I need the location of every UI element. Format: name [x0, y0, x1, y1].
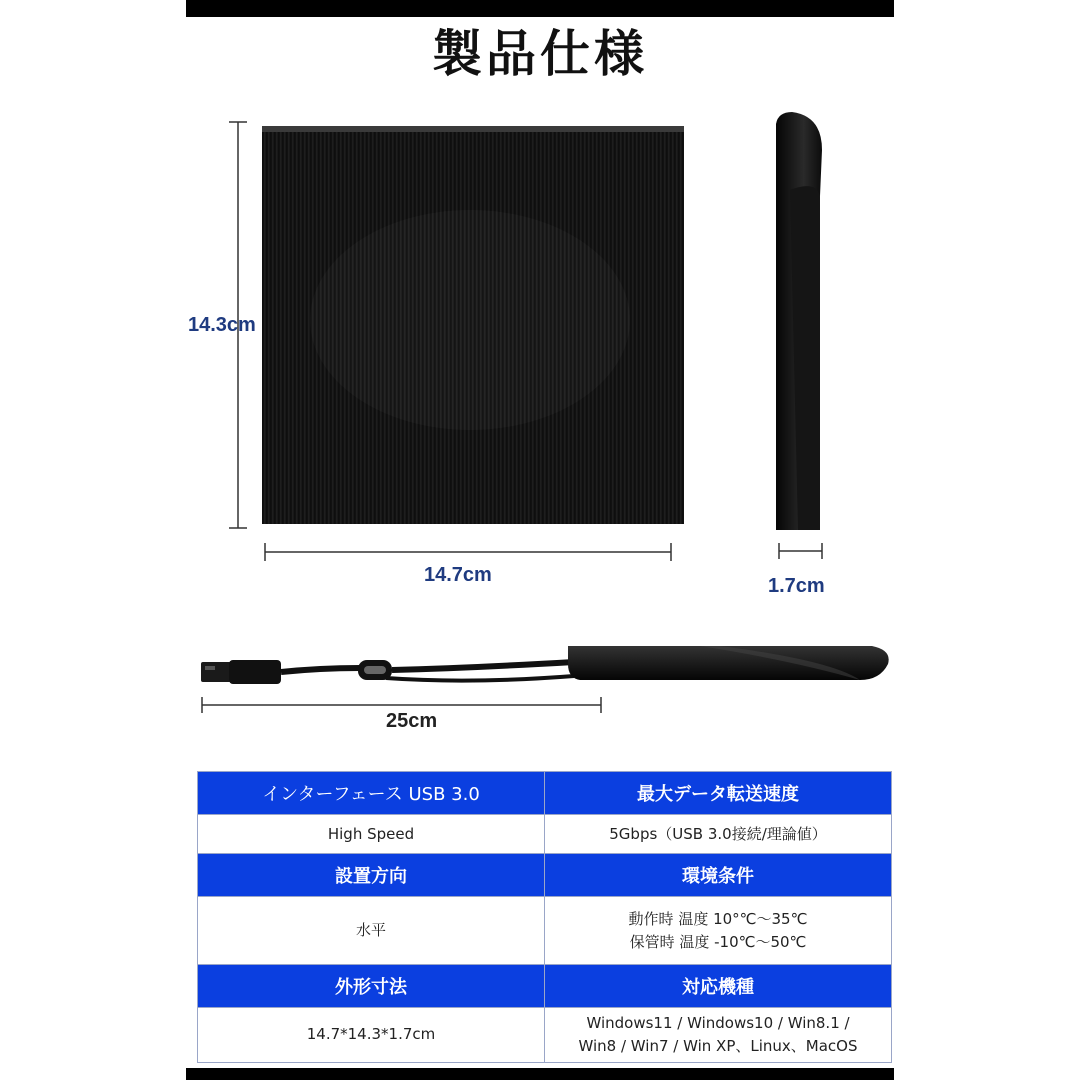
- spec-value-orientation: 水平: [198, 897, 545, 964]
- spec-value-environment: 動作時 温度 10°℃～35℃ 保管時 温度 -10℃～50℃: [545, 897, 892, 964]
- spec-value-row: [198, 1007, 892, 1062]
- spec-header-dimensions: 外形寸法: [198, 964, 545, 1007]
- width-dimension-line: [265, 543, 671, 561]
- spec-value-transfer-speed: 5Gbps（USB 3.0接続/理論値）: [545, 815, 892, 854]
- spec-value-row: [198, 897, 892, 964]
- page-title: 製品仕様: [432, 25, 648, 83]
- spec-value-compatible-os: Windows11 / Windows10 / Win8.1 / Win8 / Win7 / Win XP、Linux、MacOS: [545, 1007, 892, 1062]
- depth-dimension-line: [779, 543, 822, 559]
- drive-side-view: [776, 112, 822, 530]
- spec-header-row: [198, 964, 892, 1007]
- height-label: 14.3cm: [188, 314, 256, 336]
- spec-header-interface: インターフェース USB 3.0: [198, 772, 545, 815]
- spec-value-dimensions: 14.7*14.3*1.7cm: [198, 1007, 545, 1062]
- width-label: 14.7cm: [424, 564, 492, 586]
- drive-front-view: [262, 126, 684, 524]
- spec-header-environment: 環境条件: [545, 854, 892, 897]
- cable-length-label: 25cm: [386, 710, 438, 732]
- spec-table: [197, 771, 892, 1063]
- spec-header-row: [198, 772, 892, 815]
- spec-value-interface: High Speed: [198, 815, 545, 854]
- usb-cable-view: [201, 646, 889, 684]
- spec-header-row: [198, 854, 892, 897]
- spec-header-orientation: 設置方向: [198, 854, 545, 897]
- spec-value-row: [198, 815, 892, 854]
- spec-header-transfer-speed: 最大データ転送速度: [545, 772, 892, 815]
- bottom-border-band: [186, 1068, 894, 1080]
- spec-header-compatible-os: 対応機種: [545, 964, 892, 1007]
- depth-label: 1.7cm: [768, 575, 825, 597]
